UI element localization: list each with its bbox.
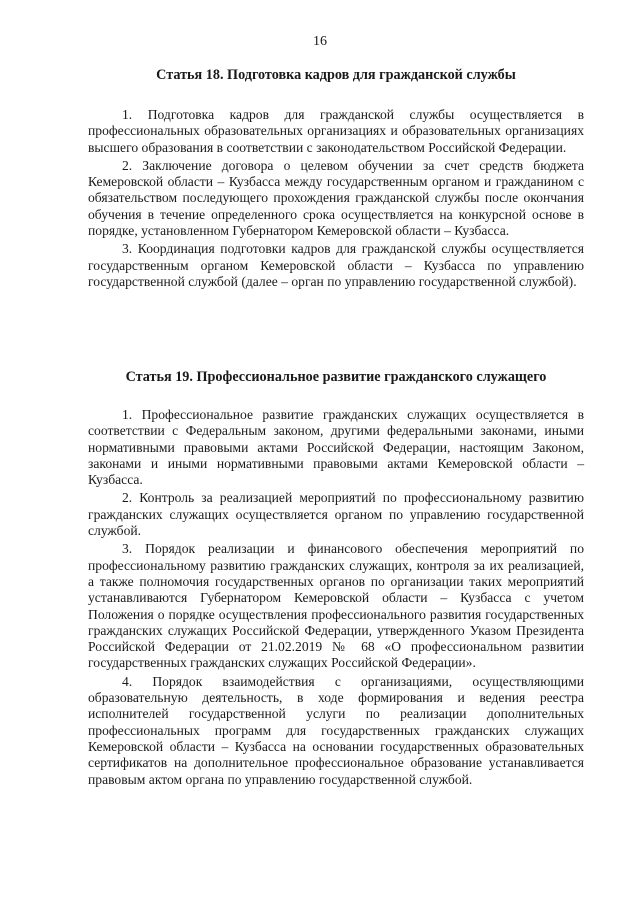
article-19 [88, 368, 584, 790]
page-number: 16 [313, 34, 327, 49]
article-18-paragraph-2: 2. Заключение договора о целевом обучении за счет средств бюджета Кемеровской области – Кузбасса между государственным органом и гражданином с обязательством последующего прохождения гражданской службы после окончания обучения в течение определенного срока осуществляется на конкурсной основе в порядке, установленном Губернатором Кемеровской области – Кузбасса. [88, 157, 584, 239]
article-18-body [88, 107, 584, 290]
article-18-paragraph-3: 3. Координация подготовки кадров для гражданской службы осуществляется государственным органом Кемеровской области – Кузбасса по управлению государственной службой (далее – орган по управлению государственной службой). [88, 241, 584, 289]
article-18-title: Статья 18. Подготовка кадров для гражданской службы [156, 67, 516, 83]
article-19-paragraph-2: 2. Контроль за реализацией мероприятий по профессиональному развитию гражданских служащих осуществляется органом по управлению государственной службой. [88, 490, 584, 539]
article-18 [88, 66, 584, 292]
article-19-title: Статья 19. Профессиональное развитие гражданского служащего [125, 369, 547, 385]
article-19-paragraph-1: 1. Профессиональное развитие гражданских служащих осуществляется в соответствии с Федеральным законом, другими федеральными законами, иными нормативными правовыми актами Российской Федерации, настоящим Законом, законами и иными нормативными правовыми актами Кемеровской области – Кузбасса. [88, 407, 584, 488]
article-19-paragraph-3: 3. Порядок реализации и финансового обеспечения мероприятий по профессиональному развитию гражданских служащих, контроля за их реализацией, а также полномочия государственных органов по организации таких мероприятий устанавливаются Губернатором Кемеровской области – Кузбасса с учетом Положения о порядке осуществления профессионального развития государственных гражданских служащих Российской Федерации, утвержденного Указом Президента Российской Федерации от 21.02.2019 № 68 «О профессиональном развитии государственных гражданских служащих Российской Федерации». [88, 541, 584, 671]
article-19-paragraph-4: 4. Порядок взаимодействия с организациями, осуществляющими образовательную деятельность, в ходе формирования и ведения реестра исполнителей государственной услуги по реализации дополнительных профессиональных программ для государственных гражданских служащих Кемеровской области – Кузбасса на основании государственных образовательных сертификатов на дополнительное профессиональное образование устанавливается правовым актом органа по управлению государственной службой. [88, 673, 584, 787]
article-18-paragraph-1: 1. Подготовка кадров для гражданской службы осуществляется в профессиональных образовательных организациях и образовательных организациях высшего образования в соответствии с законодательством Российской Федерации. [88, 107, 584, 155]
article-19-body [88, 407, 584, 788]
